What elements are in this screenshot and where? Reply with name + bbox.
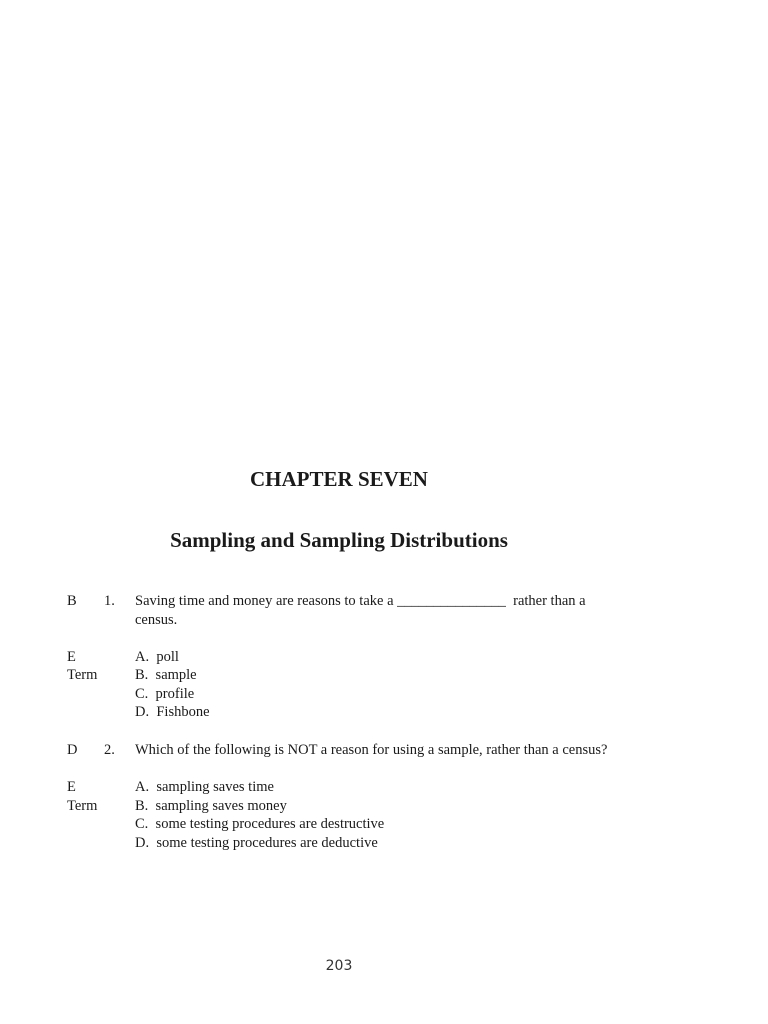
question-1-category: Term — [67, 667, 98, 683]
question-1-number: 1. — [104, 593, 115, 609]
question-2-option-c: C. some testing procedures are destructive — [135, 816, 385, 832]
question-1-difficulty: E — [67, 649, 76, 665]
chapter-title: CHAPTER SEVEN — [250, 467, 428, 491]
question-2-stem-line-1: Which of the following is NOT a reason for using a sample, rather than a census? — [135, 742, 608, 758]
question-2-difficulty: E — [67, 779, 76, 795]
question-1-option-c: C. profile — [135, 686, 195, 702]
question-1-stem-line-2: census. — [135, 612, 178, 628]
question-1-option-b: B. sample — [135, 667, 197, 683]
question-1-stem-line-1: Saving time and money are reasons to take a _______________ rather than a — [135, 593, 586, 609]
question-1-option-d: D. Fishbone — [135, 704, 210, 720]
question-2-option-d: D. some testing procedures are deductive — [135, 835, 378, 851]
question-1-option-a: A. poll — [135, 649, 179, 665]
question-2-category: Term — [67, 798, 98, 814]
page-number: 203 — [325, 958, 353, 974]
question-2-number: 2. — [104, 742, 115, 758]
chapter-subtitle: Sampling and Sampling Distributions — [170, 528, 508, 552]
question-2-option-a: A. sampling saves time — [135, 779, 274, 795]
question-2-option-b: B. sampling saves money — [135, 798, 287, 814]
question-1-answer-key: B — [67, 593, 77, 609]
question-2-answer-key: D — [67, 742, 78, 758]
